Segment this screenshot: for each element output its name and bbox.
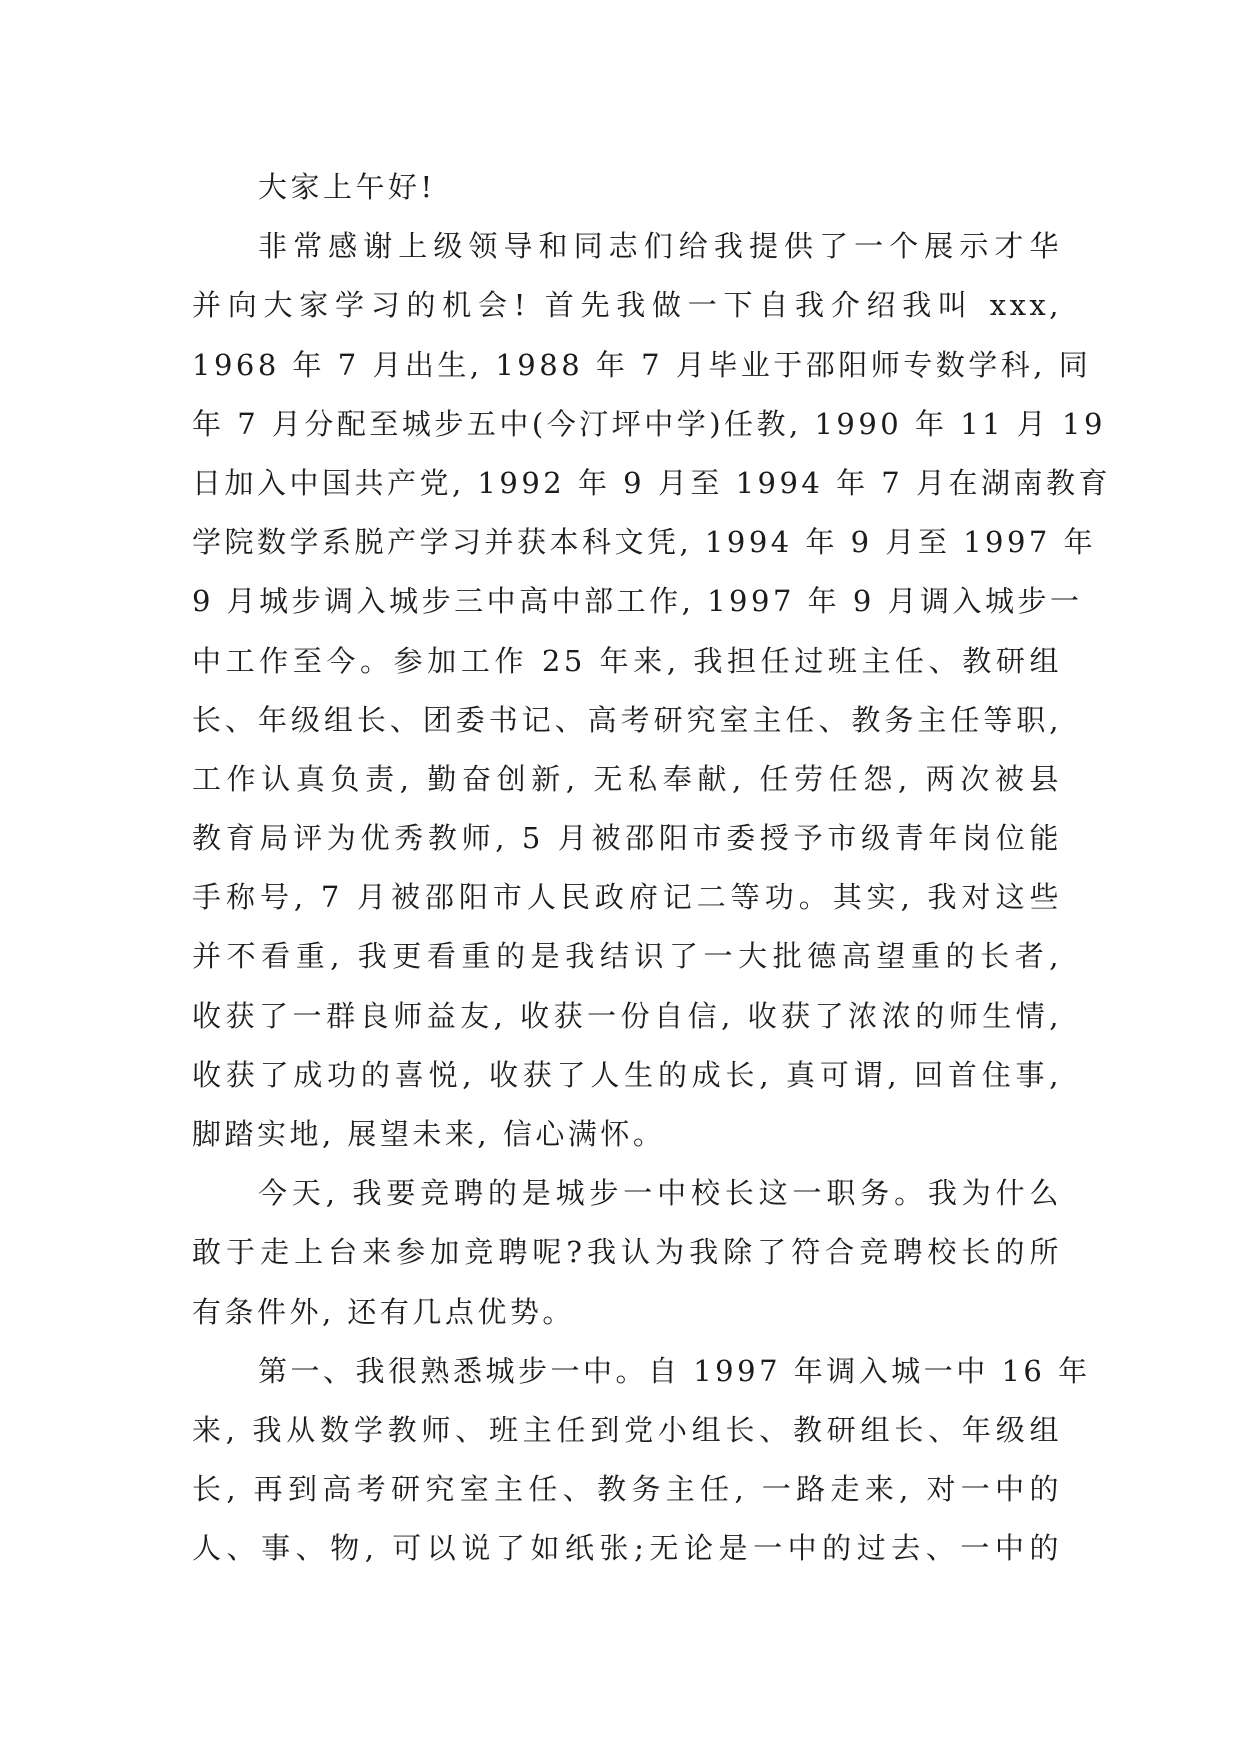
paragraph-line: 非常感谢上级领导和同志们给我提供了一个展示才华 bbox=[258, 229, 1062, 264]
paragraph-line: 并向大家学习的机会! 首先我做一下自我介绍我叫 xxx, bbox=[192, 288, 1062, 323]
paragraph-line: 有条件外, 还有几点优势。 bbox=[192, 1294, 575, 1329]
paragraph-line: 9 月城步调入城步三中高中部工作, 1997 年 9 月调入城步一 bbox=[192, 584, 1083, 619]
paragraph-line: 敢于走上台来参加竞聘呢?我认为我除了符合竞聘校长的所 bbox=[192, 1235, 1062, 1270]
greeting-line: 大家上午好! bbox=[258, 170, 436, 204]
paragraph-line: 脚踏实地, 展望未来, 信心满怀。 bbox=[192, 1117, 666, 1151]
paragraph-line: 学院数学系脱产学习并获本科文凭, 1994 年 9 月至 1997 年 bbox=[192, 525, 1097, 560]
paragraph-line: 1968 年 7 月出生, 1988 年 7 月毕业于邵阳师专数学科, 同 bbox=[192, 347, 1092, 382]
paragraph-line: 并不看重, 我更看重的是我结识了一大批德高望重的长者, bbox=[192, 939, 1062, 974]
paragraph-line: 第一、我很熟悉城步一中。自 1997 年调入城一中 16 年 bbox=[258, 1353, 1091, 1388]
paragraph-line: 手称号, 7 月被邵阳市人民政府记二等功。其实, 我对这些 bbox=[192, 880, 1062, 915]
paragraph-line: 收获了一群良师益友, 收获一份自信, 收获了浓浓的师生情, bbox=[192, 998, 1062, 1033]
speech-text bbox=[192, 158, 1111, 1579]
paragraph-line: 来, 我从数学教师、班主任到党小组长、教研组长、年级组 bbox=[192, 1412, 1062, 1447]
paragraph-line: 人、事、物, 可以说了如纸张;无论是一中的过去、一中的 bbox=[192, 1531, 1062, 1566]
paragraph-line: 中工作至今。参加工作 25 年来, 我担任过班主任、教研组 bbox=[192, 643, 1062, 678]
paragraph-line: 长, 再到高考研究室主任、教务主任, 一路走来, 对一中的 bbox=[192, 1472, 1062, 1507]
paragraph-line: 日加入中国共产党, 1992 年 9 月至 1994 年 7 月在湖南教育 bbox=[192, 465, 1111, 500]
paragraph-line: 长、年级组长、团委书记、高考研究室主任、教务主任等职, bbox=[192, 702, 1062, 737]
paragraph-line: 年 7 月分配至城步五中(今汀坪中学)任教, 1990 年 11 月 19 bbox=[192, 406, 1106, 441]
paragraph-line: 收获了成功的喜悦, 收获了人生的成长, 真可谓, 回首住事, bbox=[192, 1057, 1062, 1092]
paragraph-line: 今天, 我要竞聘的是城步一中校长这一职务。我为什么 bbox=[258, 1176, 1062, 1211]
paragraph-line: 教育局评为优秀教师, 5 月被邵阳市委授予市级青年岗位能 bbox=[192, 821, 1062, 856]
paragraph-line: 工作认真负责, 勤奋创新, 无私奉献, 任劳任怨, 两次被县 bbox=[192, 761, 1062, 796]
